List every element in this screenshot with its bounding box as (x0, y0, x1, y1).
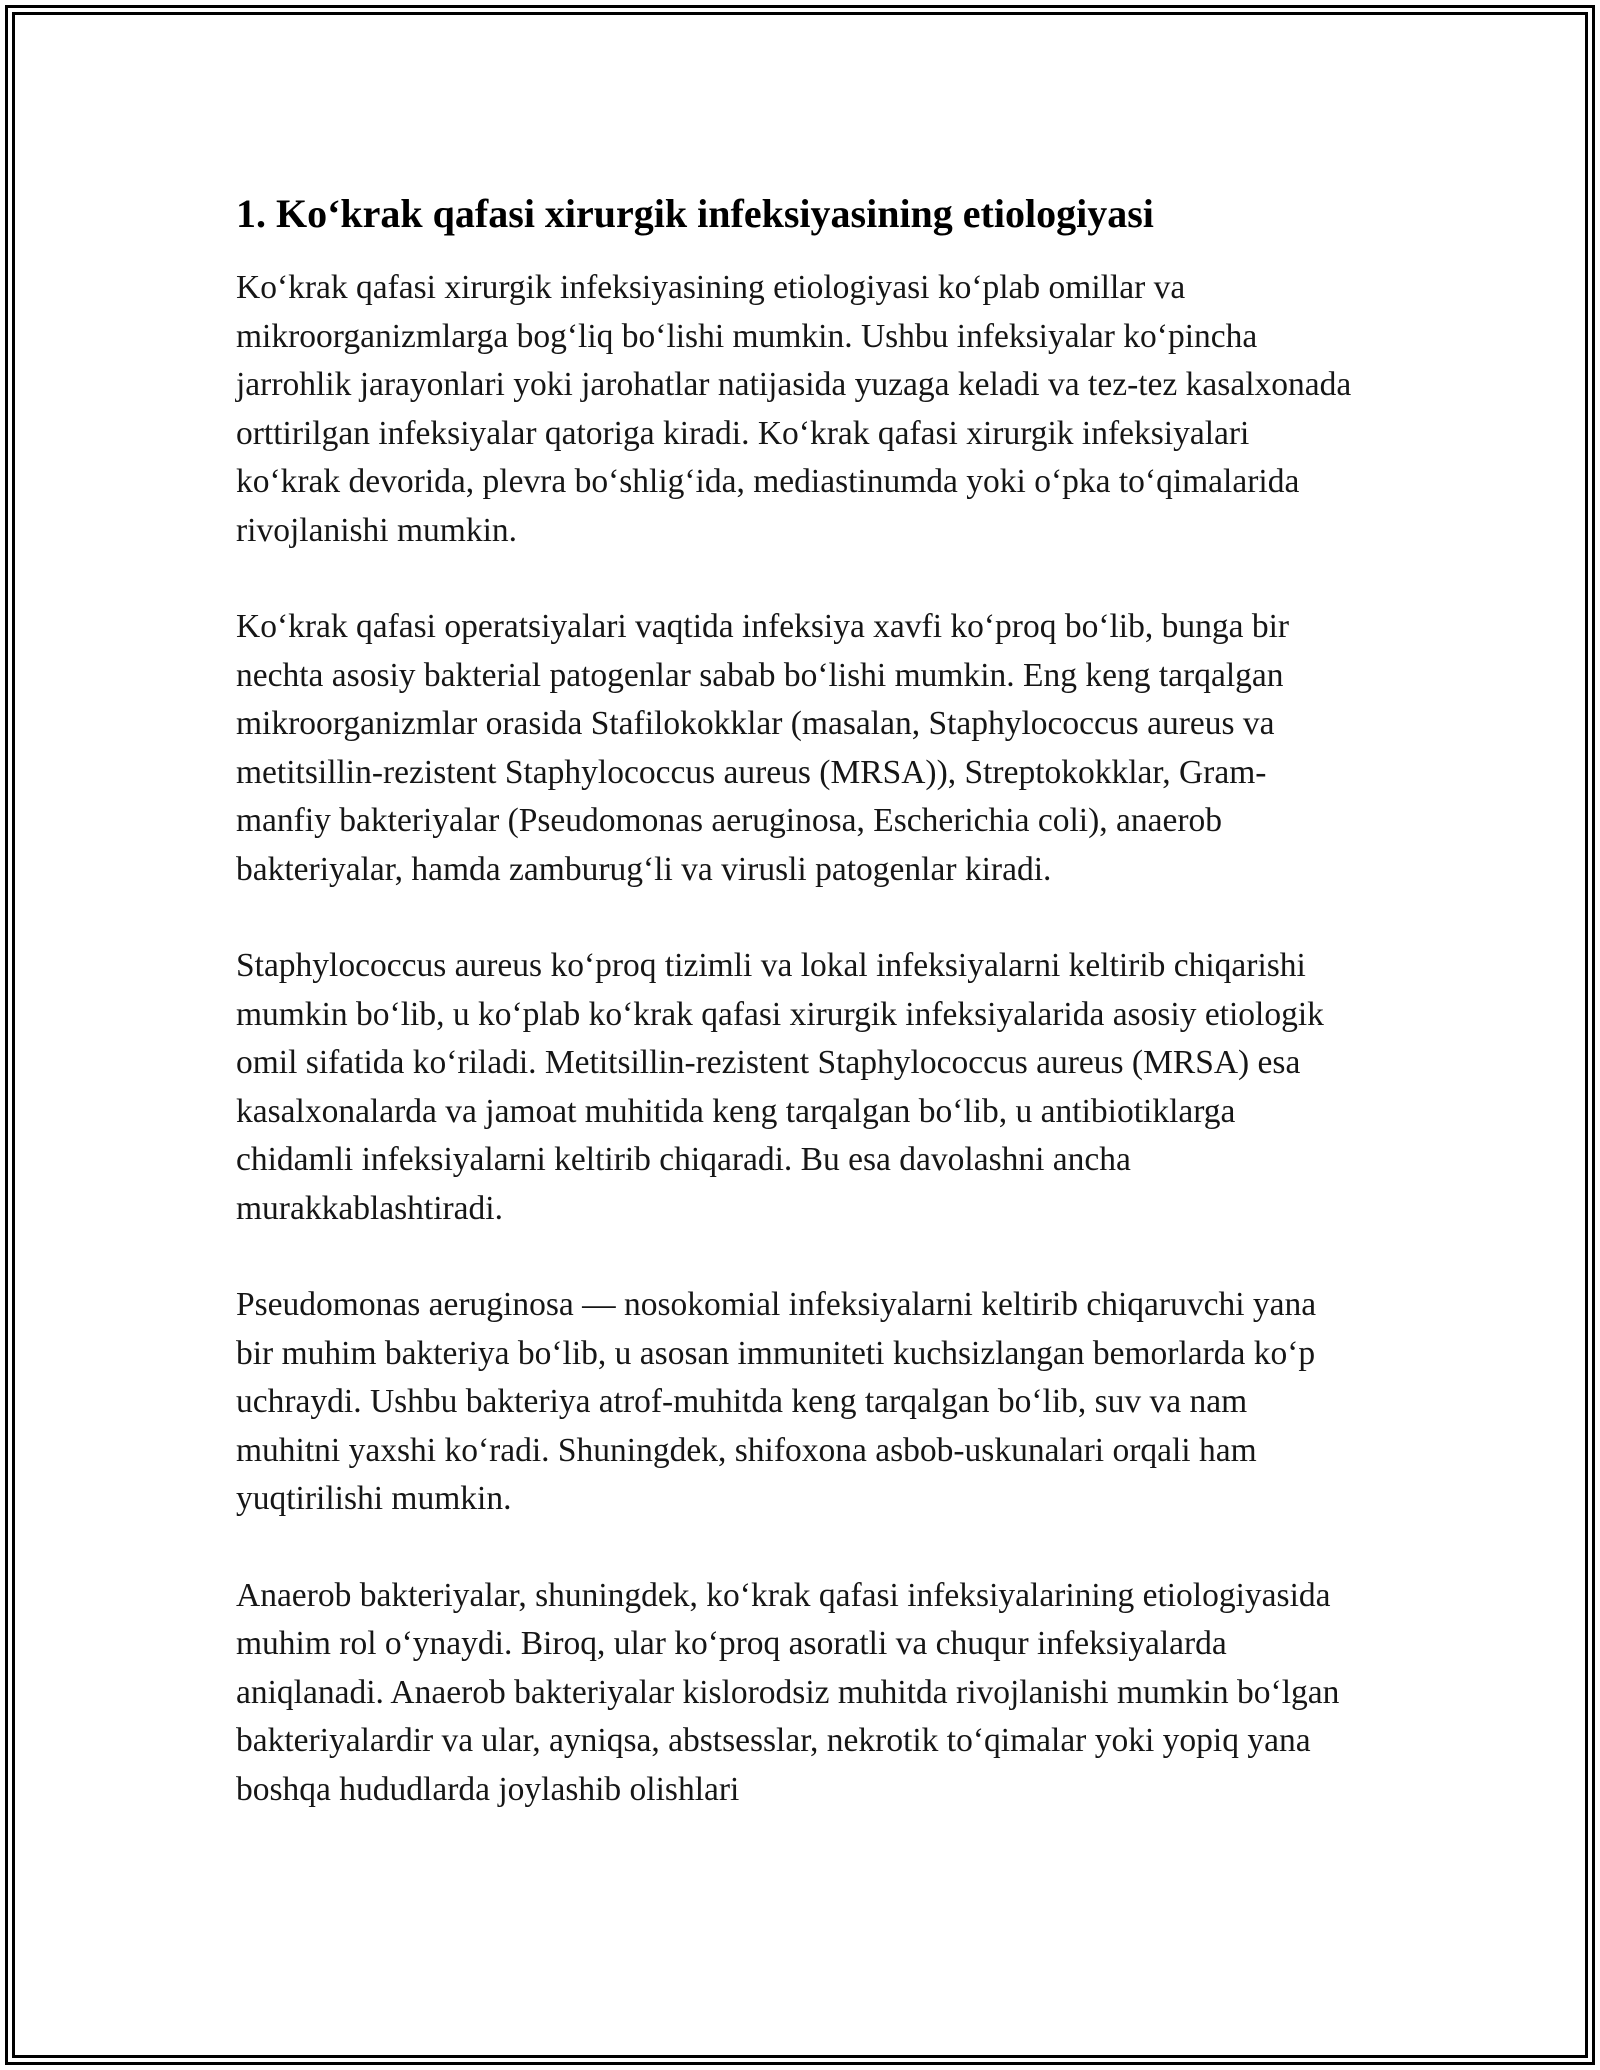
paragraph-5: Anaerob bakteriyalar, shuningdek, ko‘krak qafasi infeksiyalarining etiologiyasida muhim rol o‘ynaydi. Biroq, ular ko‘proq asoratli va chuqur infeksiyalarda aniqlanadi. Anaerob bakteriyalar kislorodsiz muhitda rivojlanishi mumkin bo‘lgan bakteriyalardir va ular, ayniqsa, abstsesslar, nekrotik to‘qimalar yoki yopiq yana boshqa hududlarda joylashib olishlari (236, 1576, 1340, 1808)
paragraph-4: Pseudomonas aeruginosa — nosokomial infeksiyalarni keltirib chiqaruvchi yana bir muhim bakteriya bo‘lib, u asosan immuniteti kuchsizlangan bemorlarda ko‘p uchraydi. Ushbu bakteriya atrof-muhitda keng tarqalgan bo‘lib, suv va nam muhitni yaxshi ko‘radi. Shuningdek, shifoxona asbob-uskunalari orqali ham yuqtirilishi mumkin. (236, 1286, 1317, 1517)
paragraph-2: Ko‘krak qafasi operatsiyalari vaqtida infeksiya xavfi ko‘proq bo‘lib, bunga bir nechta asosiy bakterial patogenlar sabab bo‘lishi mumkin. Eng keng tarqalgan mikroorganizmlar orasida Stafilokokklar (masalan, Staphylococcus aureus va metitsillin-rezistent Staphylococcus aureus (MRSA)), Streptokokklar, Gram-manfiy bakteriyalar (Pseudomonas aeruginosa, Escherichia coli), anaerob bakteriyalar, hamda zamburug‘li va virusli patogenlar kiradi. (236, 608, 1290, 888)
paragraph-1: Ko‘krak qafasi xirurgik infeksiyasining etiologiyasi ko‘plab omillar va mikroorganizmlarga bog‘liq bo‘lishi mumkin. Ushbu infeksiyalar ko‘pincha jarrohlik jarayonlari yoki jarohatlar natijasida yuzaga keladi va tez-tez kasalxonada orttirilgan infeksiyalar qatoriga kiradi. Ko‘krak qafasi xirurgik infeksiyalari ko‘krak devorida, plevra bo‘shlig‘ida, mediastinumda yoki o‘pka to‘qimalarida rivojlanishi mumkin. (236, 269, 1352, 549)
paragraph-3: Staphylococcus aureus ko‘proq tizimli va lokal infeksiyalarni keltirib chiqarishi mumkin bo‘lib, u ko‘plab ko‘krak qafasi xirurgik infeksiyalarida asosiy etiologik omil sifatida ko‘riladi. Metitsillin-rezistent Staphylococcus aureus (MRSA) esa kasalxonalarda va jamoat muhitida keng tarqalgan bo‘lib, u antibiotiklarga chidamli infeksiyalarni keltirib chiqaradi. Bu esa davolashni ancha murakkablashtiradi. (236, 947, 1324, 1227)
section-heading: 1. Ko‘krak qafasi xirurgik infeksiyasining etiologiyasi (236, 191, 1154, 236)
document-body (236, 186, 1356, 1862)
